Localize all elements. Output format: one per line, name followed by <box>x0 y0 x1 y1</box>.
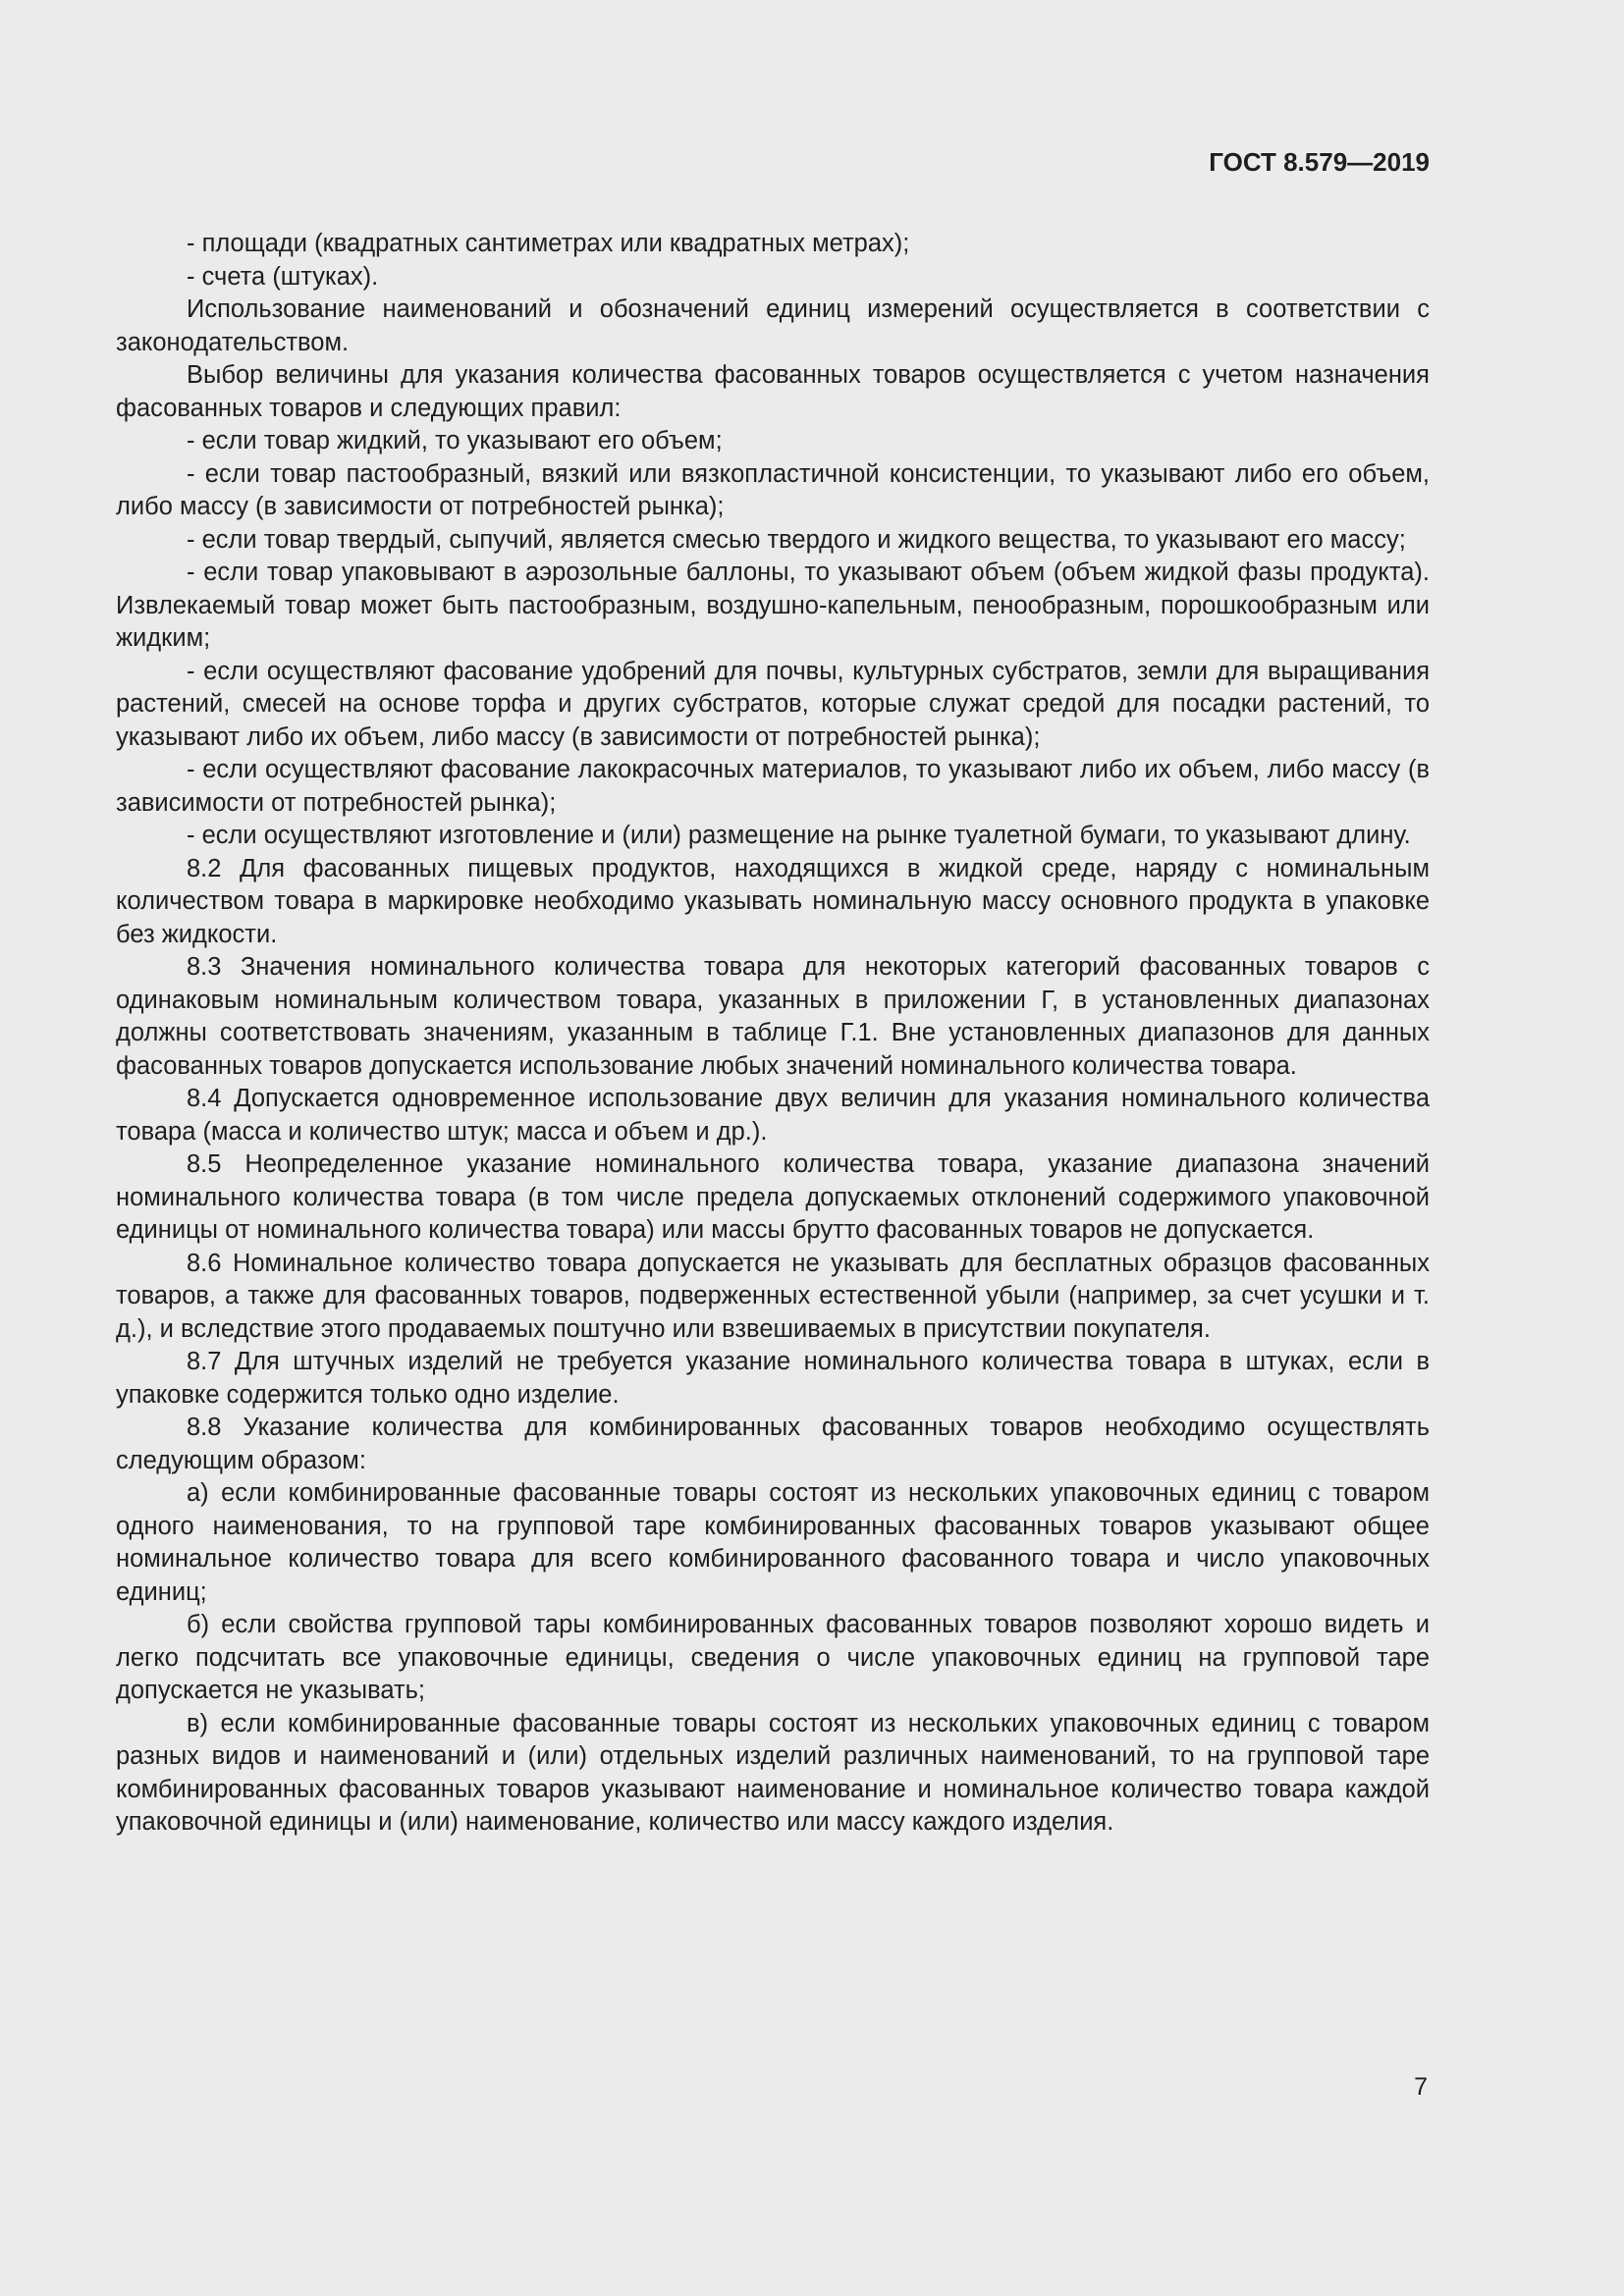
clause-8-4: 8.4 Допускается одновременное использование двух величин для указания номинального количества товара (масса и количество штук; масса и объем и др.). <box>116 1085 1430 1146</box>
paragraph: - площади (квадратных сантиметрах или квадратных метрах); <box>187 230 910 257</box>
paragraph: - счета (штуках). <box>187 262 379 291</box>
clause-8-6: 8.6 Номинальное количество товара допускается не указывать для бесплатных образцов фасованных товаров, а также для фасованных товаров, подверженных естественной убыли (например, за счет усушки и т. д.), и вследствие этого продаваемых поштучно или взвешиваемых в присутствии покупателя. <box>116 1249 1430 1343</box>
clause-8-8-a: а) если комбинированные фасованные товары состоят из нескольких упаковочных единиц с товаром одного наименования, то на групповой таре комбинированных фасованных товаров указывают общее номинальное количество товара для всего комбинированного фасованного товара и число упаковочных единиц; <box>116 1479 1430 1606</box>
clause-8-2: 8.2 Для фасованных пищевых продуктов, находящихся в жидкой среде, наряду с номинальным количеством товара в маркировке необходимо указывать номинальную массу основного продукта в упаковке без жидкости. <box>116 854 1430 948</box>
clause-8-5: 8.5 Неопределенное указание номинального количества товара, указание диапазона значений номинального количества товара (в том числе предела допускаемых отклонений содержимого упаковочной единицы от номинального количества товара) или массы брутто фасованных товаров не допускается. <box>116 1150 1430 1244</box>
clause-8-3: 8.3 Значения номинального количества товара для некоторых категорий фасованных товаров с одинаковым номинальным количеством товара, указанных в приложении Г, в установленных диапазонах должны соответствовать значениям, указанным в таблице Г.1. Вне установленных диапазонов для данных фасованных товаров допускается использование любых значений номинального количества товара. <box>116 953 1430 1080</box>
clause-8-8-b: б) если свойства групповой тары комбинированных фасованных товаров позволяют хорошо видеть и легко подсчитать все упаковочные единицы, сведения о числе упаковочных единиц на групповой таре допускается не указывать; <box>116 1611 1430 1704</box>
body-text <box>116 228 1430 1840</box>
clause-8-8-c: в) если комбинированные фасованные товары состоят из нескольких упаковочных единиц с товаром разных видов и наименований и (или) отдельных изделий различных наименований, то на групповой таре комбинированных фасованных товаров указывают наименование и номинальное количество товара каждой упаковочной единицы и (или) наименование, количество или массу каждого изделия. <box>116 1709 1430 1836</box>
paragraph: - если осуществляют фасование лакокрасочных материалов, то указывают либо их объем, либо массу (в зависимости от потребностей рынка); <box>116 756 1430 817</box>
paragraph: - если товар твердый, сыпучий, является смесью твердого и жидкого вещества, то указывают его массу; <box>187 525 1406 554</box>
paragraph: - если товар пастообразный, вязкий или вязкопластичной консистенции, то указывают либо его объем, либо массу (в зависимости от потребностей рынка); <box>116 459 1430 520</box>
document-id: ГОСТ 8.579—2019 <box>1209 147 1430 177</box>
paragraph: - если товар жидкий, то указывают его объем; <box>187 427 723 454</box>
clause-8-8: 8.8 Указание количества для комбинированных фасованных товаров необходимо осуществлять следующим образом: <box>116 1414 1430 1474</box>
paragraph: Выбор величины для указания количества фасованных товаров осуществляется с учетом назначения фасованных товаров и следующих правил: <box>116 361 1430 422</box>
paragraph: - если осуществляют фасование удобрений для почвы, культурных субстратов, земли для выращивания растений, смесей на основе торфа и других субстратов, которые служат средой для посадки растений, то указывают либо их объем, либо массу (в зависимости от потребностей рынка); <box>116 657 1430 751</box>
page-number: 7 <box>1414 2073 1428 2101</box>
paragraph: Использование наименований и обозначений единиц измерений осуществляется в соответствии с законодательством. <box>116 295 1430 356</box>
paragraph: - если осуществляют изготовление и (или) размещение на рынке туалетной бумаги, то указывают длину. <box>187 822 1411 849</box>
paragraph: - если товар упаковывают в аэрозольные баллоны, то указывают объем (объем жидкой фазы продукта). Извлекаемый товар может быть пастообразным, воздушно-капельным, пенообразным, порошкообразным или жидким; <box>116 559 1430 652</box>
clause-8-7: 8.7 Для штучных изделий не требуется указание номинального количества товара в штуках, если в упаковке содержится только одно изделие. <box>116 1348 1430 1409</box>
